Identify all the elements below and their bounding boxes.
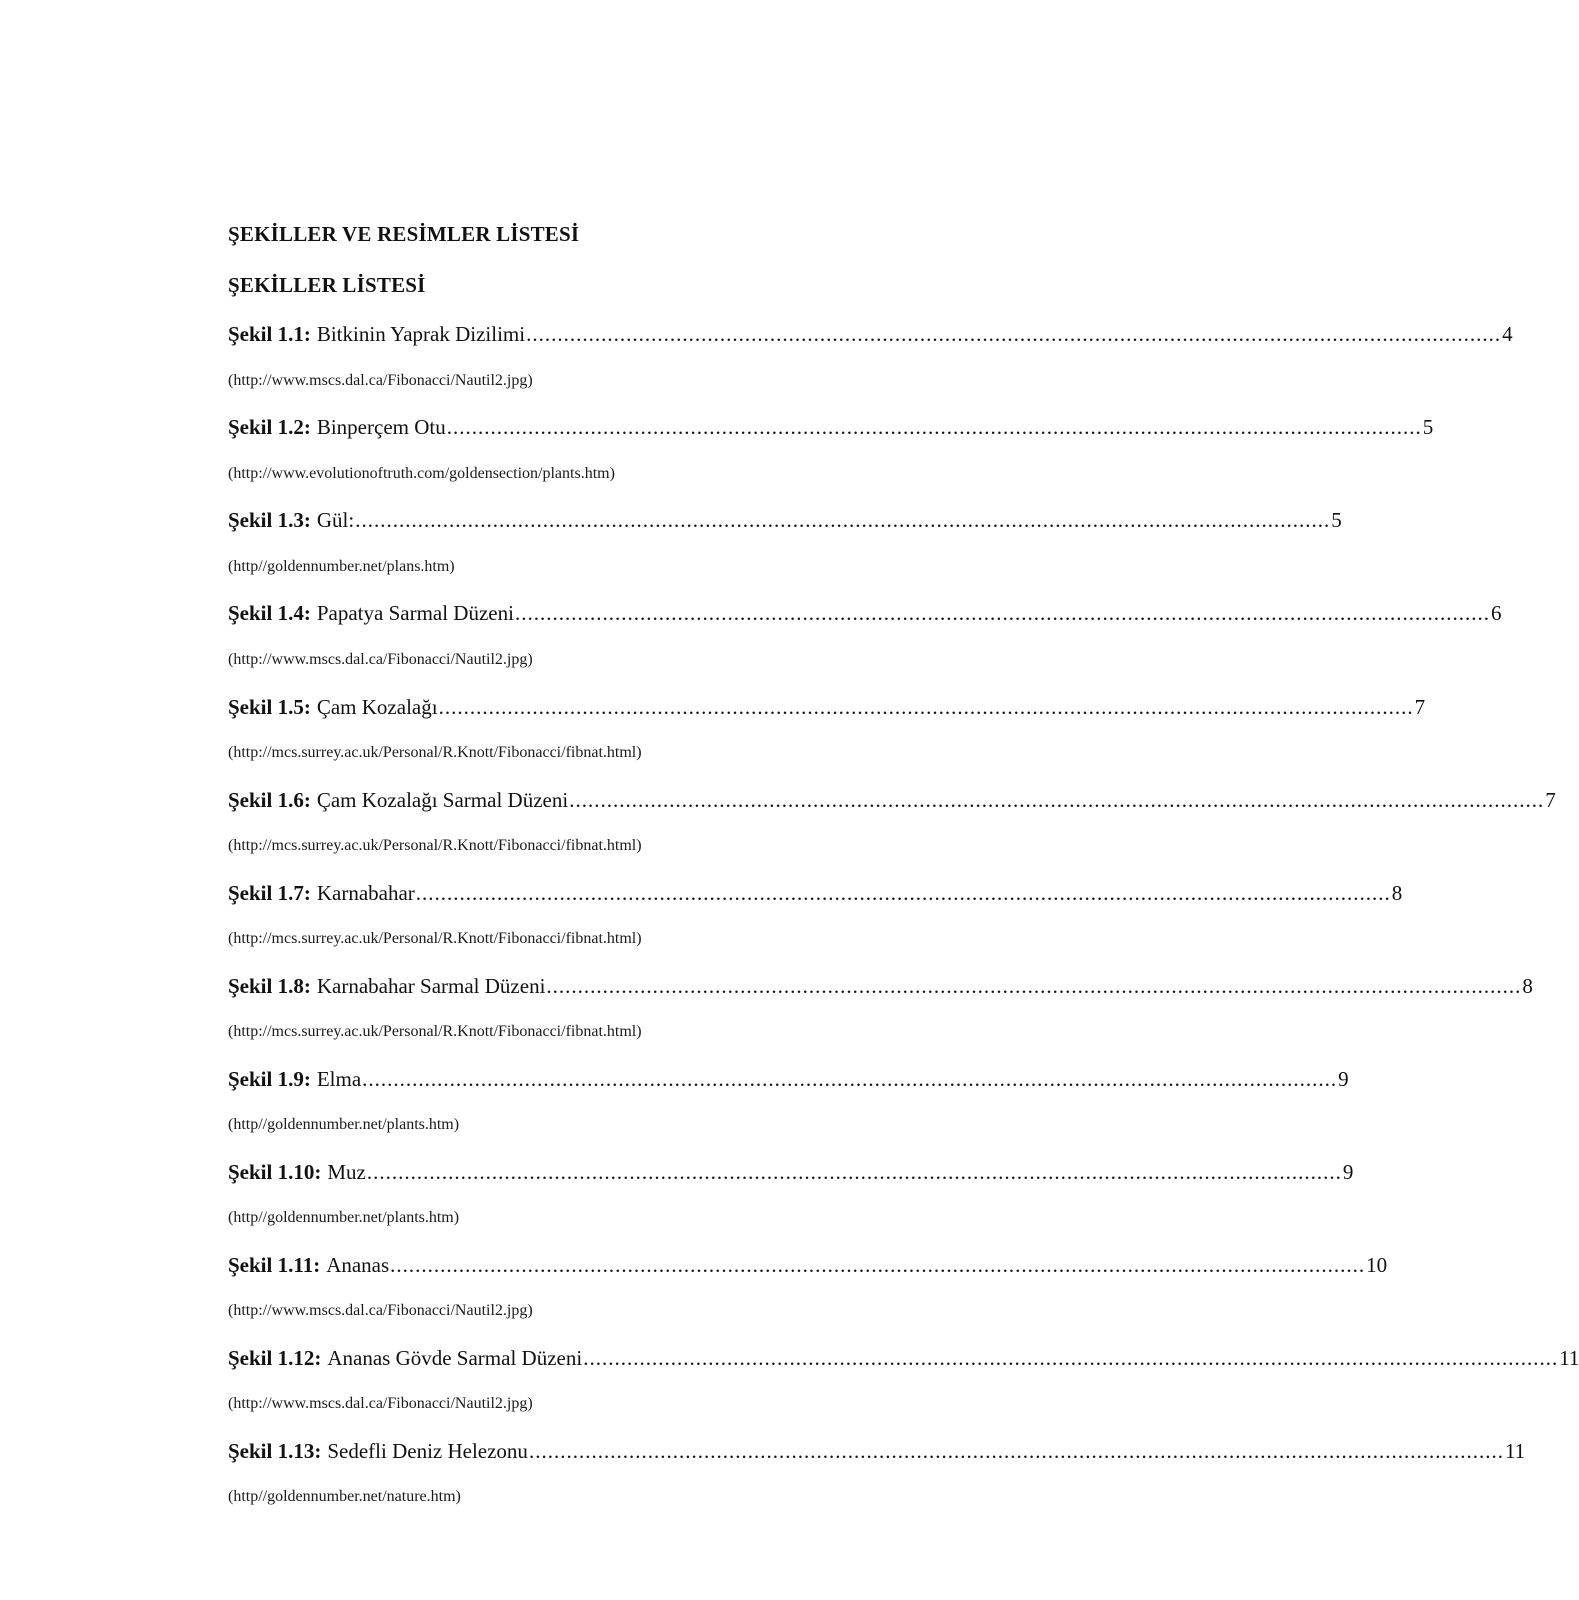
page-number: 5 xyxy=(1331,508,1342,532)
figure-entry xyxy=(228,1067,1349,1095)
figure-title: Binperçem Otu xyxy=(316,415,446,439)
page-number: 9 xyxy=(1338,1067,1349,1091)
page-number: 6 xyxy=(1490,601,1502,625)
figure-title: Muz xyxy=(327,1160,366,1184)
figure-entry xyxy=(228,695,1426,723)
page-number: 10 xyxy=(1366,1253,1388,1277)
figure-entry xyxy=(228,881,1403,909)
figure-entry xyxy=(228,974,1533,1002)
figure-source: (http://mcs.surrey.ac.uk/Personal/R.Knott/Fibonacci/fibnat.html) xyxy=(228,837,642,854)
figure-source: (http://www.mscs.dal.ca/Fibonacci/Nautil2.jpg) xyxy=(228,651,533,668)
dot-leader: ............................................................................................................................................................ xyxy=(526,322,1502,346)
figure-title: Ananas Gövde Sarmal Düzeni xyxy=(327,1346,583,1370)
figure-entry xyxy=(228,788,1556,816)
figure-label: Şekil 1.1: xyxy=(228,322,311,346)
figure-source: (http//goldennumber.net/plants.htm) xyxy=(228,1209,460,1226)
figure-title: Sedefli Deniz Helezonu xyxy=(327,1439,528,1463)
dot-leader: ............................................................................................................................................................ xyxy=(569,788,1545,812)
dot-leader: ............................................................................................................................................................ xyxy=(438,695,1414,719)
figure-source: (http://mcs.surrey.ac.uk/Personal/R.Knott/Fibonacci/fibnat.html) xyxy=(228,930,642,947)
figure-title: Papatya Sarmal Düzeni xyxy=(316,601,514,625)
figure-label: Şekil 1.12: xyxy=(228,1346,322,1370)
figure-label: Şekil 1.10: xyxy=(228,1160,322,1184)
dot-leader: ............................................................................................................................................................ xyxy=(583,1346,1559,1370)
figure-source: (http://mcs.surrey.ac.uk/Personal/R.Knott/Fibonacci/fibnat.html) xyxy=(228,1023,642,1040)
figure-source: (http://www.mscs.dal.ca/Fibonacci/Nautil2.jpg) xyxy=(228,1302,533,1319)
dot-leader: ............................................................................................................................................................ xyxy=(355,508,1331,532)
figure-source: (http//goldennumber.net/plants.htm) xyxy=(228,1116,460,1133)
figure-label: Şekil 1.11: xyxy=(228,1253,321,1277)
dot-leader: ............................................................................................................................................................ xyxy=(366,1160,1342,1184)
figure-source: (http://mcs.surrey.ac.uk/Personal/R.Knott/Fibonacci/fibnat.html) xyxy=(228,744,642,761)
figure-label: Şekil 1.13: xyxy=(228,1439,322,1463)
figure-title: Elma xyxy=(316,1067,362,1091)
figure-title: Ananas xyxy=(326,1253,390,1277)
figure-title: Çam Kozalağı xyxy=(316,695,438,719)
dot-leader: ............................................................................................................................................................ xyxy=(514,601,1490,625)
figure-entry xyxy=(228,1346,1579,1374)
figure-title: Karnabahar xyxy=(316,881,415,905)
figure-label: Şekil 1.5: xyxy=(228,695,311,719)
figure-source: (http//goldennumber.net/plans.htm) xyxy=(228,558,455,575)
page-number: 7 xyxy=(1545,788,1556,812)
page-number: 7 xyxy=(1414,695,1426,719)
figure-source: (http://www.mscs.dal.ca/Fibonacci/Nautil2.jpg) xyxy=(228,372,533,389)
dot-leader: ............................................................................................................................................................ xyxy=(415,881,1391,905)
figure-label: Şekil 1.6: xyxy=(228,788,311,812)
page-number: 11 xyxy=(1504,1439,1526,1463)
page-number: 11 xyxy=(1559,1346,1579,1370)
figure-entry xyxy=(228,1253,1388,1281)
figure-source: (http://www.evolutionoftruth.com/goldensection/plants.htm) xyxy=(228,465,615,482)
page-number: 8 xyxy=(1391,881,1403,905)
figure-title: Gül: xyxy=(316,508,355,532)
page-number: 8 xyxy=(1522,974,1533,998)
figure-label: Şekil 1.7: xyxy=(228,881,311,905)
figure-label: Şekil 1.2: xyxy=(228,415,311,439)
figure-source: (http//goldennumber.net/nature.htm) xyxy=(228,1488,461,1505)
figure-entry xyxy=(228,415,1434,443)
figure-entry xyxy=(228,1160,1354,1188)
figure-label: Şekil 1.3: xyxy=(228,508,311,532)
dot-leader: ............................................................................................................................................................ xyxy=(446,415,1422,439)
figure-entry xyxy=(228,601,1502,629)
page-number: 9 xyxy=(1342,1160,1354,1184)
figure-title: Karnabahar Sarmal Düzeni xyxy=(316,974,546,998)
dot-leader: ............................................................................................................................................................ xyxy=(390,1253,1366,1277)
figure-entry xyxy=(228,1439,1526,1467)
page-number: 5 xyxy=(1422,415,1434,439)
main-heading: ŞEKİLLER VE RESİMLER LİSTESİ xyxy=(228,222,580,246)
figure-entry xyxy=(228,322,1513,350)
figure-label: Şekil 1.4: xyxy=(228,601,311,625)
figure-title: Çam Kozalağı Sarmal Düzeni xyxy=(316,788,569,812)
dot-leader: ............................................................................................................................................................ xyxy=(528,1439,1504,1463)
figure-title: Bitkinin Yaprak Dizilimi xyxy=(316,322,526,346)
figure-source: (http://www.mscs.dal.ca/Fibonacci/Nautil2.jpg) xyxy=(228,1395,533,1412)
dot-leader: ............................................................................................................................................................ xyxy=(362,1067,1338,1091)
figure-label: Şekil 1.8: xyxy=(228,974,311,998)
sub-heading: ŞEKİLLER LİSTESİ xyxy=(228,273,426,297)
page-number: 4 xyxy=(1502,322,1513,346)
dot-leader: ............................................................................................................................................................ xyxy=(546,974,1522,998)
figure-entry xyxy=(228,508,1342,536)
figure-label: Şekil 1.9: xyxy=(228,1067,311,1091)
